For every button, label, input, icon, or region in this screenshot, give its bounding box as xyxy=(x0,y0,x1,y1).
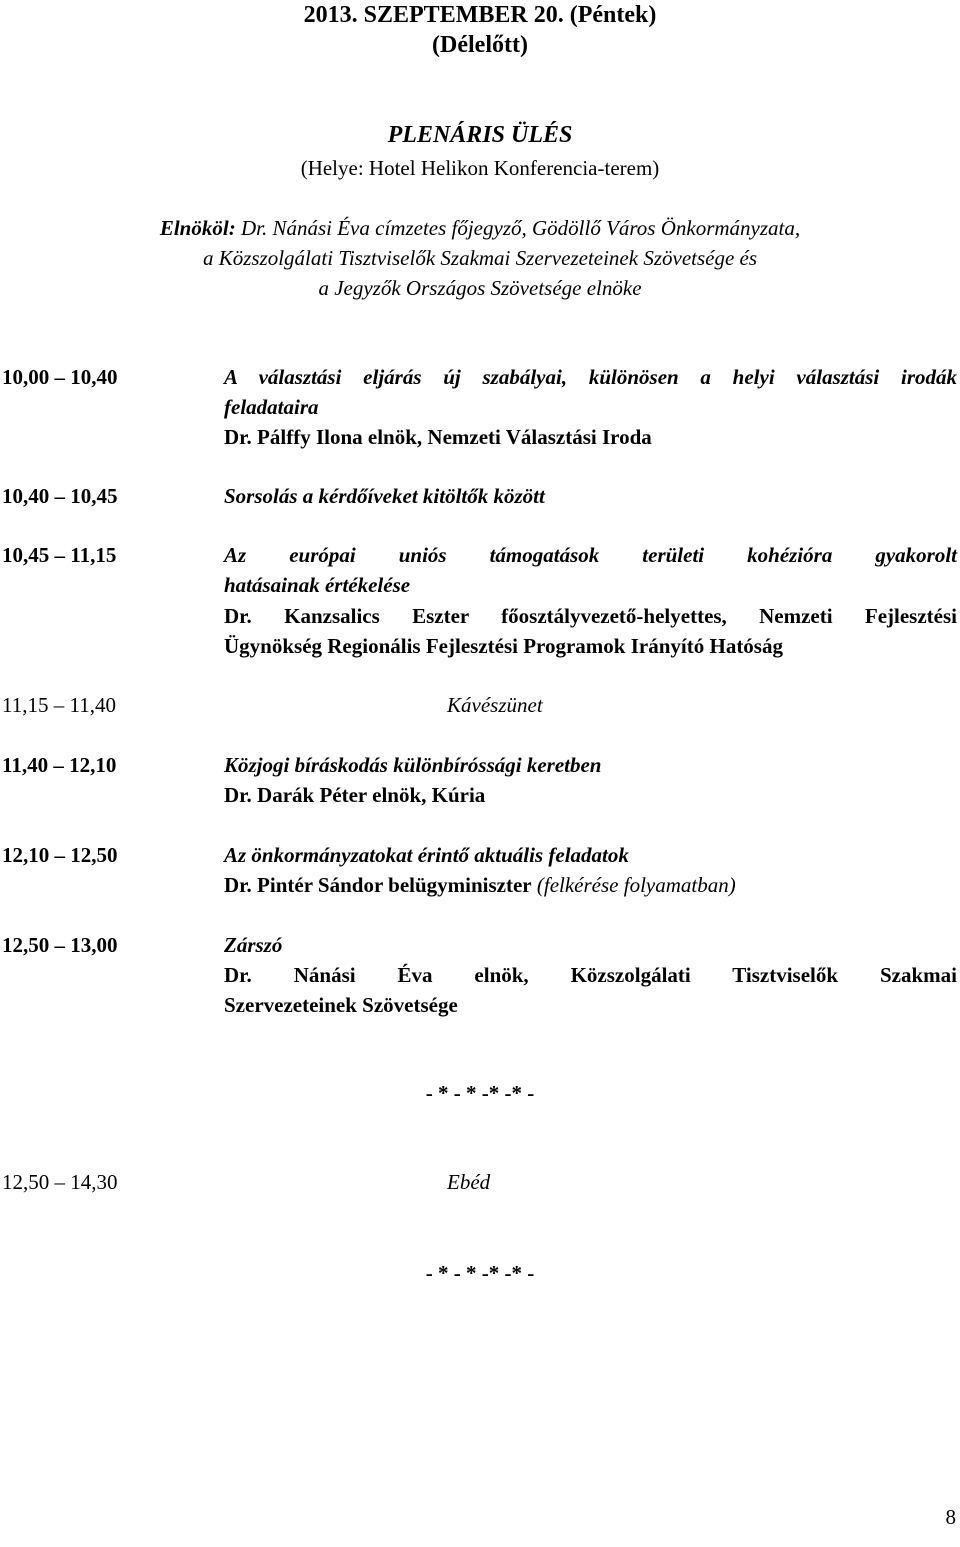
schedule-speaker-1: Dr. Pálffy Ilona elnök, Nemzeti Választási Iroda xyxy=(224,425,652,449)
chair-line-2: a Közszolgálati Tisztviselők Szakmai Szervezeteinek Szövetsége és xyxy=(202,246,758,270)
schedule-time-1: 10,00 – 10,40 xyxy=(2,365,118,389)
document-date: 2013. SZEPTEMBER 20. (Péntek) xyxy=(303,2,657,28)
schedule-title-3a: Az európai uniós támogatások területi kohézióra gyakorolt xyxy=(224,543,957,567)
separator-1: - * - * -* -* - xyxy=(425,1081,535,1105)
schedule-time-7: 12,50 – 13,00 xyxy=(2,933,118,957)
schedule-title-1b: feladataira xyxy=(224,395,319,419)
schedule-time-5: 11,40 – 12,10 xyxy=(2,753,117,777)
schedule-title-1a: A választási eljárás új szabályai, különösen a helyi választási irodák xyxy=(224,365,957,389)
separator-2: - * - * -* -* - xyxy=(425,1261,535,1285)
schedule-title-7: Zárszó xyxy=(224,933,283,957)
schedule-time-2: 10,40 – 10,45 xyxy=(2,484,118,508)
schedule-time-8: 12,50 – 14,30 xyxy=(2,1170,118,1194)
schedule-speaker-note-6: (felkérése folyamatban) xyxy=(536,873,736,897)
schedule-speaker-6: Dr. Pintér Sándor belügyminiszter xyxy=(224,873,532,897)
schedule-title-5: Közjogi bíráskodás különbíróssági keretben xyxy=(224,753,602,777)
schedule-title-4: Kávészünet xyxy=(447,693,543,717)
document-period: (Délelőtt) xyxy=(432,32,528,58)
schedule-speaker-3b: Ügynökség Regionális Fejlesztési Programok Irányító Hatóság xyxy=(224,634,783,658)
schedule-title-6: Az önkormányzatokat érintő aktuális feladatok xyxy=(224,843,629,867)
schedule-speaker-7b: Szervezeteinek Szövetsége xyxy=(224,993,458,1017)
chair-name: Dr. Nánási Éva címzetes főjegyző, Gödöllő Város Önkormányzata, xyxy=(240,216,801,240)
schedule-title-8: Ebéd xyxy=(447,1170,491,1194)
schedule-time-3: 10,45 – 11,15 xyxy=(2,543,117,567)
schedule-speaker-7a: Dr. Nánási Éva elnök, Közszolgálati Tisztviselők Szakmai xyxy=(224,963,957,987)
schedule-time-4: 11,15 – 11,40 xyxy=(2,693,116,717)
schedule-speaker-5: Dr. Darák Péter elnök, Kúria xyxy=(224,783,486,807)
session-title: PLENÁRIS ÜLÉS xyxy=(387,122,573,148)
schedule-title-2: Sorsolás a kérdőíveket kitöltők között xyxy=(224,484,545,508)
chair-line-1 xyxy=(0,213,960,243)
page-number: 8 xyxy=(945,1505,956,1529)
schedule-time-6: 12,10 – 12,50 xyxy=(2,843,118,867)
chair-line-3: a Jegyzők Országos Szövetsége elnöke xyxy=(318,276,642,300)
chair-label: Elnököl: xyxy=(159,216,236,240)
schedule-title-3b: hatásainak értékelése xyxy=(224,573,411,597)
schedule-speaker-line-6 xyxy=(224,870,957,900)
schedule-speaker-3a: Dr. Kanzsalics Eszter főosztályvezető-helyettes, Nemzeti Fejlesztési xyxy=(224,604,957,628)
session-venue: (Helye: Hotel Helikon Konferencia-terem) xyxy=(300,156,660,180)
